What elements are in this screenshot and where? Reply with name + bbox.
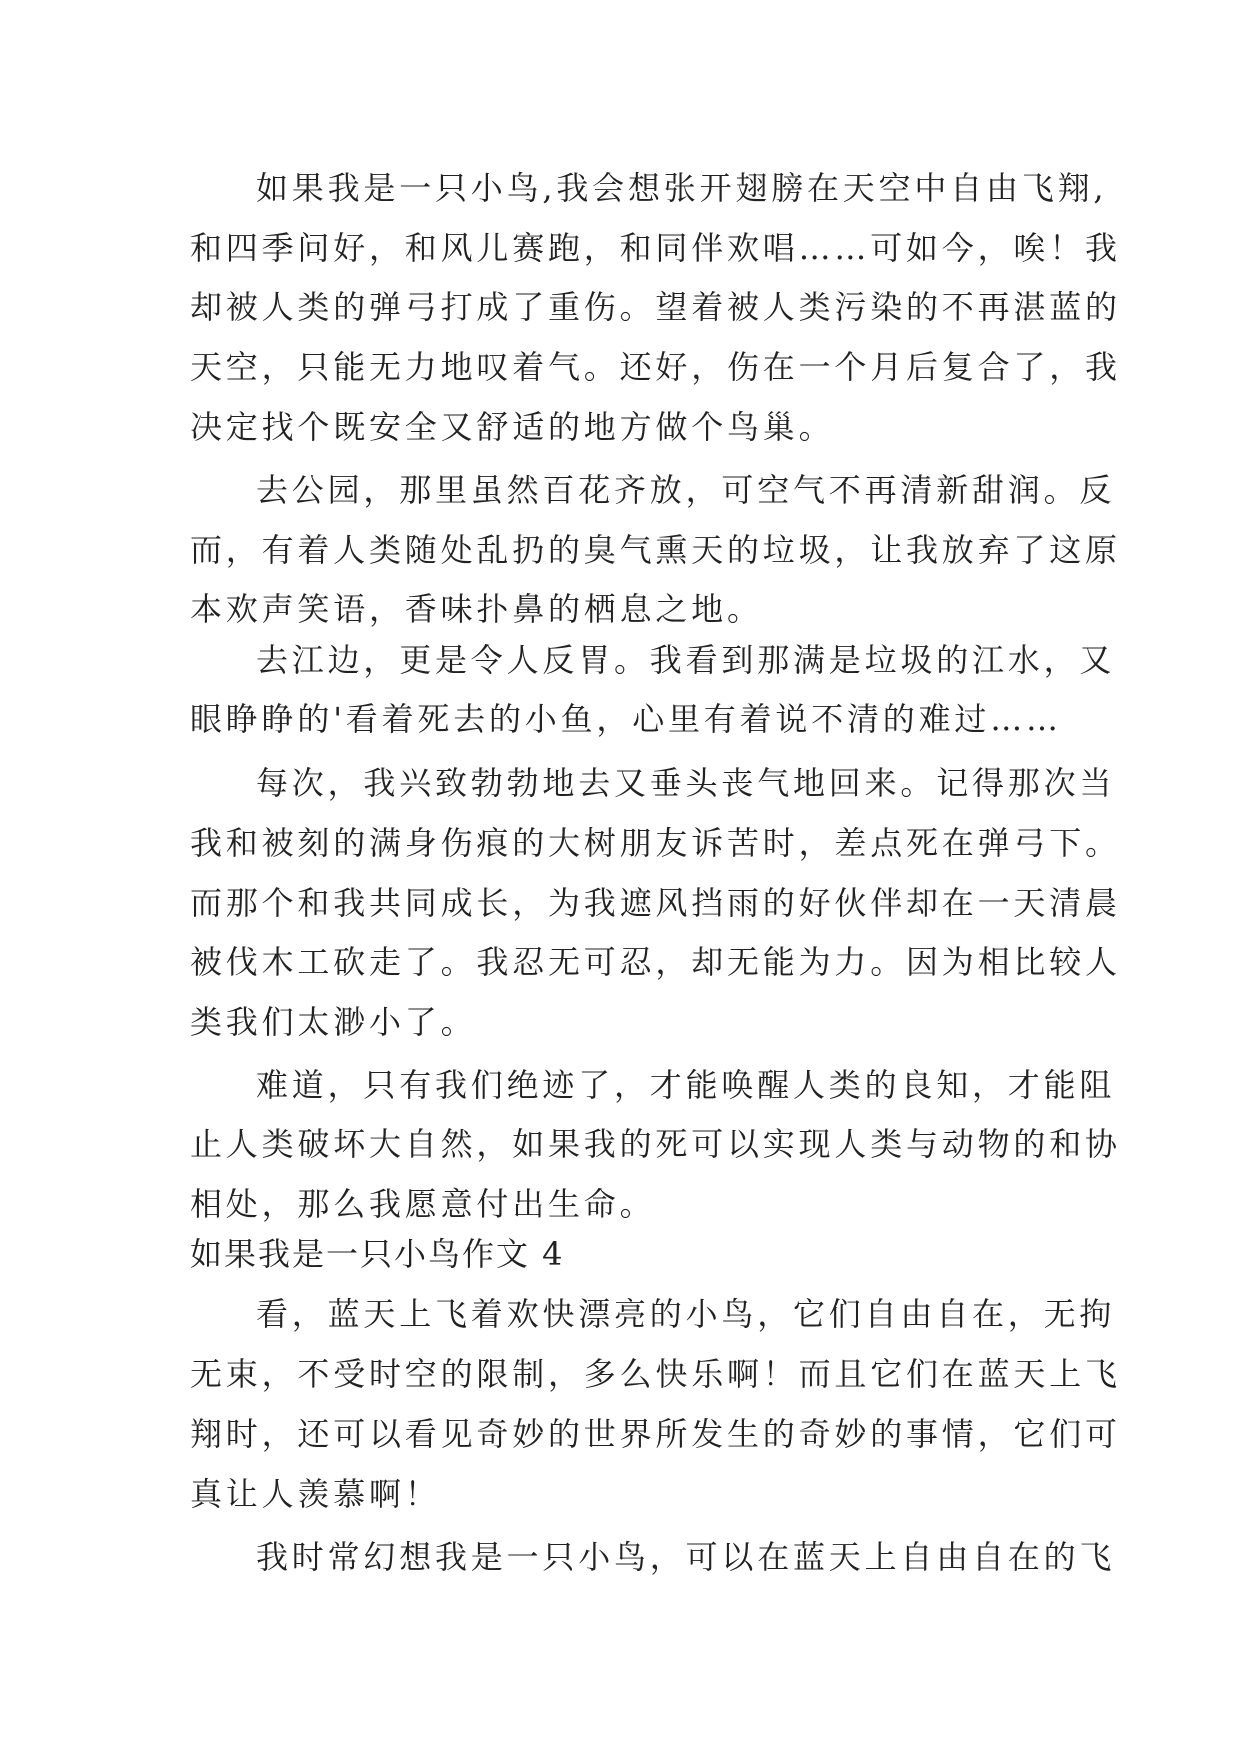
- paragraph-3-line-1: 去江边，更是令人反胃。我看到那满是垃圾的江水，又: [256, 641, 1116, 679]
- paragraph-4-line-5: 类我们太渺小了。: [190, 1003, 477, 1041]
- paragraph-1-line-2: 和四季问好，和风儿赛跑，和同伴欢唱……可如今，唉！我: [190, 229, 1121, 267]
- paragraph-3-line-2: 眼睁睁的'看着死去的小鱼，心里有着说不清的难过……: [190, 700, 1062, 738]
- paragraph-1-line-3: 却被人类的弹弓打成了重伤。望着被人类污染的不再湛蓝的: [190, 288, 1121, 326]
- paragraph-7-line-1: 我时常幻想我是一只小鸟，可以在蓝天上自由自在的飞: [256, 1538, 1116, 1576]
- section-heading: 如果我是一只小鸟作文 4: [190, 1235, 565, 1273]
- paragraph-1-line-4: 天空，只能无力地叹着气。还好，伤在一个月后复合了，我: [190, 348, 1121, 386]
- paragraph-5-line-1: 难道，只有我们绝迹了，才能唤醒人类的良知，才能阻: [256, 1066, 1116, 1104]
- paragraph-2-line-2: 而，有着人类随处乱扔的臭气熏天的垃圾，让我放弃了这原: [190, 531, 1121, 569]
- paragraph-5-line-2: 止人类破坏大自然，如果我的死可以实现人类与动物的和协: [190, 1125, 1121, 1163]
- paragraph-1-line-1: 如果我是一只小鸟,我会想张开翅膀在天空中自由飞翔,: [256, 169, 1108, 207]
- paragraph-4-line-4: 被伐木工砍走了。我忍无可忍，却无能为力。因为相比较人: [190, 943, 1121, 981]
- paragraph-4-line-3: 而那个和我共同成长，为我遮风挡雨的好伙伴却在一天清晨: [190, 884, 1121, 922]
- paragraph-4-line-2: 我和被刻的满身伤痕的大树朋友诉苦时，差点死在弹弓下。: [190, 824, 1121, 862]
- paragraph-4-line-1: 每次，我兴致勃勃地去又垂头丧气地回来。记得那次当: [256, 764, 1116, 802]
- paragraph-2-line-3: 本欢声笑语，香味扑鼻的栖息之地。: [190, 590, 763, 628]
- paragraph-1-line-5: 决定找个既安全又舒适的地方做个鸟巢。: [190, 408, 835, 446]
- paragraph-2-line-1: 去公园，那里虽然百花齐放，可空气不再清新甜润。反: [256, 471, 1116, 509]
- paragraph-6-line-3: 翔时，还可以看见奇妙的世界所发生的奇妙的事情，它们可: [190, 1415, 1121, 1453]
- paragraph-6-line-1: 看，蓝天上飞着欢快漂亮的小鸟，它们自由自在，无拘: [256, 1295, 1116, 1333]
- paragraph-5-line-3: 相处，那么我愿意付出生命。: [190, 1185, 656, 1223]
- paragraph-6-line-4: 真让人羡慕啊！: [190, 1475, 441, 1513]
- paragraph-6-line-2: 无束，不受时空的限制，多么快乐啊！而且它们在蓝天上飞: [190, 1355, 1121, 1393]
